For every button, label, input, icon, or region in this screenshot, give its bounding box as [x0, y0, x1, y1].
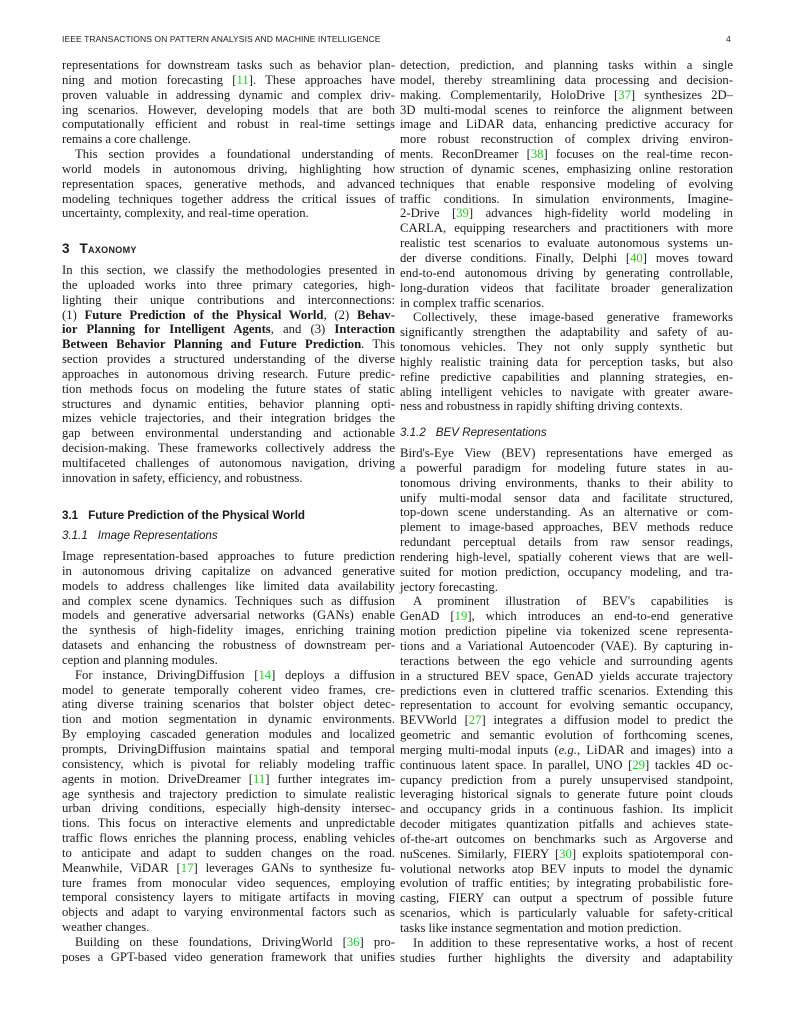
- subsubsection-number: 3.1.1: [62, 529, 88, 542]
- text-line: ception and planning modules.: [62, 652, 218, 667]
- paragraph: [400, 594, 733, 935]
- text-line: models to address challenges like limited data availability: [62, 578, 395, 593]
- text-line: ture frames from monocular video sequences, employing: [62, 875, 395, 890]
- text-line: geometric and semantic evolution of forthcoming scenes,: [400, 728, 733, 743]
- text-line: tion and motion segmentation in dynamic environments.: [62, 712, 395, 727]
- citation-link[interactable]: 14: [258, 667, 272, 682]
- paragraph: [400, 936, 733, 966]
- subsubsection-title: Image Representations: [97, 529, 218, 542]
- text-line: BEVWorld [27] integrates a diffusion model to predict the: [400, 713, 734, 728]
- text-line: end-to-end autonomous driving by generating controllable,: [400, 265, 733, 280]
- taxonomy-text: [62, 263, 395, 486]
- subsubsection-number: 3.1.2: [400, 426, 426, 439]
- text-line: ing scenarios. However, developing models that are both: [62, 102, 395, 117]
- citation-link[interactable]: 27: [468, 713, 482, 728]
- paragraph: [62, 549, 395, 668]
- text-line: ior Planning for Intelligent Agents, and (3) Interaction: [62, 322, 395, 337]
- text-line: Bird's-Eye View (BEV) representations have emerged as: [400, 446, 733, 460]
- text-line: suited for motion prediction, occupancy modeling, and tra-: [400, 564, 733, 579]
- text-line: der diverse conditions. Finally, Delphi [40] moves toward: [400, 250, 734, 265]
- text-line: scenarios, which is particularly valuable for safety-critical: [400, 906, 733, 921]
- citation-link[interactable]: 40: [630, 250, 643, 265]
- text-line: predictions even in cluttered traffic scenarios. Extending this: [400, 683, 733, 698]
- text-line: significantly strengthen the adaptability and safety of au-: [400, 325, 733, 340]
- text-line: tion methods focus on modeling the future states of static: [62, 381, 395, 396]
- paragraph: [400, 310, 733, 414]
- text-line: mizes vehicle trajectories, and their integration bridges the: [62, 411, 395, 426]
- text-line: temporal consistency layers to mitigate artifacts in moving: [62, 890, 395, 905]
- subsection-title: Future Prediction of the Physical World: [88, 509, 305, 522]
- italic-text: e.g.: [558, 742, 577, 757]
- text-line: making. Complementarily, HoloDrive [37] synthesizes 2D–: [400, 87, 734, 102]
- text-line: model, thereby streamlining data processing and decision-: [400, 72, 733, 87]
- image-representations-text: [62, 549, 395, 965]
- paragraph: [62, 263, 395, 486]
- text-line: This section provides a foundational understanding of: [75, 147, 395, 162]
- text-line: models and generative adversarial networks (GANs) enable: [62, 608, 395, 623]
- text-line: decoder mitigates quantization pitfalls and achieves state-: [400, 817, 733, 832]
- text-line: tions and a Variational Autoencoder (VAE). By capturing in-: [400, 638, 733, 653]
- text-line: multifaceted challenges of autonomous navigation, driving: [62, 455, 395, 470]
- citation-link[interactable]: 29: [632, 757, 646, 772]
- image-representations-continued: [400, 58, 733, 414]
- text-line: urban driving conditions, especially high-density intersec-: [62, 801, 395, 816]
- text-line: CARLA, equipping researchers and practitioners with more: [400, 221, 733, 236]
- text-line: nuScenes. Similarly, FIERY [30] exploits spatiotemporal con-: [400, 846, 733, 861]
- text-line: traffic flows enriches the planning process, enabling vehicles: [62, 831, 395, 846]
- text-line: jectory forecasting.: [400, 579, 498, 594]
- citation-link[interactable]: 11: [236, 72, 249, 87]
- text-line: rendering high-level, spatially coherent views that are well-: [400, 549, 733, 564]
- section-title: Taxonomy: [79, 241, 137, 256]
- text-line: 2-Drive [39] advances high-fidelity world modeling in: [400, 206, 733, 221]
- text-line: Meanwhile, ViDAR [17] leverages GANs to synthesize fu-: [62, 860, 396, 875]
- text-line: structures and dynamic entities, behavior planning opti-: [62, 396, 395, 411]
- text-line: ating diverse training scenarios that bolster object detec-: [62, 697, 395, 712]
- text-line: ness and robustness in rapidly shifting driving contexts.: [400, 399, 683, 414]
- text-line: tonomous driving environments, thanks to their ability to: [400, 475, 733, 490]
- intro-text: [62, 58, 395, 221]
- text-line: motion prediction pipeline via tokenized scene representa-: [400, 624, 733, 639]
- text-line: prompts, DrivingDiffusion maintains spatial and temporal: [62, 741, 395, 756]
- text-line: the uploaded works into three primary categories, high-: [62, 277, 395, 292]
- subsubsection-title: BEV Representations: [435, 426, 547, 439]
- text-line: approaches in autonomous driving research. Future predic-: [62, 366, 395, 381]
- text-line: world models in autonomous driving, highlighting how: [62, 161, 395, 176]
- citation-link[interactable]: 36: [346, 934, 360, 949]
- text-line: innovation in safety, efficiency, and robustness.: [62, 470, 303, 485]
- page-number: 4: [726, 34, 731, 44]
- text-line: merging multi-modal inputs (e.g., LiDAR and images) into a: [400, 742, 733, 757]
- text-line: ning and motion forecasting [11]. These approaches have: [62, 72, 395, 87]
- text-line: a powerful paradigm for modeling future states in au-: [400, 460, 733, 475]
- text-line: Collectively, these image-based generative frameworks: [413, 310, 733, 325]
- citation-link[interactable]: 39: [456, 206, 469, 221]
- text-line: agents in motion. DriveDreamer [11] further integrates im-: [62, 771, 395, 786]
- citation-link[interactable]: 30: [559, 846, 572, 861]
- text-line: representation spaces, generative methods, and advanced: [62, 176, 395, 191]
- text-line: A prominent illustration of BEV's capabilities is: [413, 594, 733, 609]
- text-line: proven valuable in addressing dynamic and complex driv-: [62, 87, 395, 102]
- bold-text: Future Prediction of the Physical World: [84, 307, 324, 322]
- text-line: tasks like instance segmentation and motion prediction.: [400, 921, 682, 935]
- text-line: continuous latent space. In parallel, UNO [29] tackles 4D oc-: [400, 757, 733, 772]
- subsubsection-heading-image: [62, 529, 218, 542]
- text-line: of-the-art outcomes on benchmarks such as Argoverse and: [400, 831, 733, 846]
- text-line: In addition to these representative works, a host of recent: [413, 935, 733, 950]
- text-line: representation to account for evolving semantic occupancy,: [400, 698, 733, 713]
- text-line: teractions between the ego vehicle and surrounding agents: [400, 653, 733, 668]
- text-line: remains a core challenge.: [62, 132, 191, 147]
- text-line: representations for downstream tasks such as behavior plan-: [62, 58, 395, 72]
- section-heading-taxonomy: [62, 241, 137, 256]
- subsection-number: 3.1: [62, 509, 79, 522]
- paragraph: [62, 935, 395, 965]
- paragraph: [400, 58, 733, 310]
- bold-text: Interaction: [334, 322, 395, 337]
- text-line: modeling techniques together address the critical issues of: [62, 191, 395, 206]
- text-line: tonomous vehicles. They not only supply synthetic but: [400, 340, 733, 355]
- text-line: in complex traffic scenarios.: [400, 295, 545, 310]
- text-line: gap between environmental understanding and actionable: [62, 426, 395, 441]
- bev-representations-text: [400, 446, 733, 966]
- text-line: datasets and enhancing the robustness of downstream per-: [62, 638, 395, 653]
- text-line: and occupancy grids in a continuous fashion. Its implicit: [400, 802, 733, 817]
- text-line: image and LiDAR data, enhancing predictive accuracy for: [400, 117, 733, 132]
- text-line: the synthesis of high-fidelity images, enriching training: [62, 623, 395, 638]
- text-line: to anticipate and adapt to sudden changes on the road.: [62, 845, 395, 860]
- text-line: Between Behavior Planning and Future Prediction. This: [62, 337, 395, 352]
- text-line: objects and adapt to varying environmental factors such as: [62, 905, 395, 920]
- citation-link[interactable]: 38: [530, 147, 544, 162]
- text-line: casting, FIERY can output a spectrum of possible future: [400, 891, 733, 906]
- paragraph: [400, 446, 733, 594]
- text-line: in a structured BEV space, GenAD yields accurate trajectory: [400, 668, 733, 683]
- text-line: tions. This focus on interactive elements and unpredictable: [62, 816, 395, 831]
- citation-link[interactable]: 37: [618, 87, 631, 102]
- text-line: refine predictive capabilities and planning strategies, en-: [400, 369, 733, 384]
- text-line: top-down scene understanding. As an alternative or com-: [400, 505, 733, 520]
- text-line: traffic conditions. In simulation environments, Imagine-: [400, 191, 733, 206]
- text-line: poses a GPT-based video generation framework that unifies: [62, 949, 395, 964]
- subsection-heading-future-prediction: [62, 509, 305, 522]
- text-line: consistency, which is pivotal for reliably modeling traffic: [62, 756, 395, 771]
- subsubsection-heading-bev: [400, 426, 547, 439]
- citation-link[interactable]: 19: [454, 609, 468, 624]
- paragraph: [62, 147, 395, 221]
- text-line: section provides a structured understanding of the diverse: [62, 352, 395, 367]
- text-line: model to generate temporally coherent video frames, cre-: [62, 682, 395, 697]
- text-line: ments. ReconDreamer [38] focuses on the real-time recon-: [400, 147, 733, 162]
- text-line: abling intelligent vehicles to navigate with greater aware-: [400, 384, 733, 399]
- text-line: struction of dynamic scenes, emphasizing online restoration: [400, 161, 733, 176]
- text-line: highly realistic training data for perception tasks, but also: [400, 354, 733, 369]
- text-line: Building on these foundations, DrivingWorld [36] pro-: [75, 934, 395, 949]
- text-line: lighting their unique contributions and interconnections:: [62, 292, 395, 307]
- text-line: leveraging historical signals to generate future point clouds: [400, 787, 733, 802]
- text-line: uncertainty, complexity, and real-time operation.: [62, 206, 309, 221]
- text-line: cupancy prediction from a purely unsupervised standpoint,: [400, 772, 733, 787]
- text-line: computationally efficient and robust in real-time settings: [62, 117, 395, 132]
- text-line: unify multi-modal sensor data and facilitate structured,: [400, 490, 733, 505]
- text-line: in autonomous driving capitalize on advanced generative: [62, 563, 395, 578]
- bold-text: Between Behavior Planning and Future Prediction: [62, 337, 362, 352]
- text-line: 3D multi-modal scenes to reinforce the alignment between: [400, 102, 733, 117]
- text-line: and complex scene dynamics. Techniques such as diffusion: [62, 593, 395, 608]
- text-line: more robust reconstruction of complex driving environ-: [400, 132, 733, 147]
- text-line: GenAD [19], which introduces an end-to-end generative: [400, 609, 734, 624]
- paragraph: [62, 668, 395, 935]
- text-line: redundant perceptual details from raw sensor readings,: [400, 535, 733, 550]
- text-line: For instance, DrivingDiffusion [14] deploys a diffusion: [75, 667, 395, 682]
- text-line: detection, prediction, and planning tasks within a single: [400, 58, 733, 72]
- text-line: age synthesis and trajectory prediction to simulate realistic: [62, 786, 395, 801]
- paragraph: [62, 58, 395, 147]
- citation-link[interactable]: 17: [180, 860, 194, 875]
- text-line: realistic test scenarios to evaluate autonomous systems un-: [400, 236, 733, 251]
- running-header: IEEE TRANSACTIONS ON PATTERN ANALYSIS AND MACHINE INTELLIGENCE: [62, 34, 381, 44]
- text-line: plement to image-based approaches, BEV methods reduce: [400, 520, 733, 535]
- text-line: In this section, we classify the methodologies presented in: [62, 263, 395, 277]
- text-line: evolution of traffic entities; by integrating probabilistic fore-: [400, 876, 733, 891]
- text-line: decision-making. These frameworks collectively address the: [62, 441, 395, 456]
- bold-text: Behav-: [356, 307, 395, 322]
- bold-text: ior Planning for Intelligent Agents: [62, 322, 271, 337]
- section-number: 3: [62, 241, 70, 256]
- text-line: By employing cascaded generation modules and localized: [62, 727, 395, 742]
- text-line: long-duration videos that facilitate broader generalization: [400, 280, 733, 295]
- citation-link[interactable]: 11: [253, 771, 266, 786]
- text-line: Image representation-based approaches to future prediction: [62, 549, 395, 563]
- text-line: volutional networks atop BEV inputs to model the dynamic: [400, 861, 733, 876]
- text-line: weather changes.: [62, 920, 150, 935]
- text-line: studies further highlights the diversity and adaptability: [400, 950, 733, 965]
- text-line: (1) Future Prediction of the Physical World, (2) Behav-: [62, 307, 395, 322]
- text-line: techniques that enable responsive modeling of evolving: [400, 176, 733, 191]
